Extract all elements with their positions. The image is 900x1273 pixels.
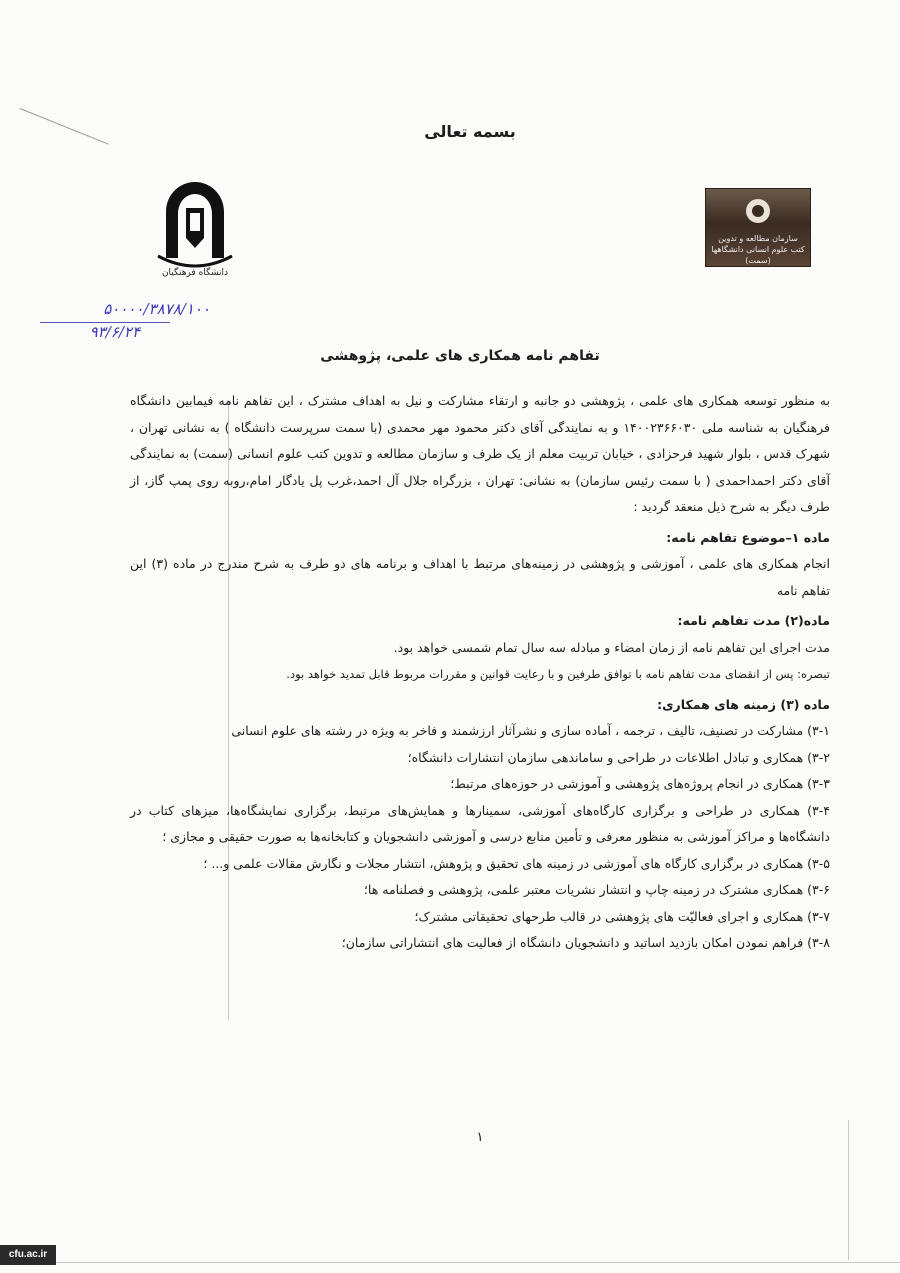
section3-title: ماده (۳) زمینه های همکاری: bbox=[657, 696, 830, 712]
list-item: ۳-۲) همکاری و تبادل اطلاعات در طراحی و ساماندهی سازمان انتشارات دانشگاه؛ bbox=[407, 749, 830, 765]
section1-text: انجام همکاری های علمی ، آموزشی و پژوهشی در زمینه‌های مرتبط با اهداف و برنامه های دو طرف به شرح مندرج در ماده (۳) این تفاهم نامه bbox=[130, 556, 830, 598]
samt-logo-caption: سازمان مطالعه و تدوین کتب علوم انسانی دانشگاهها (سمت) bbox=[711, 234, 805, 265]
scan-bottom-edge bbox=[0, 1262, 900, 1263]
list-item: ۳-۳) همکاری در انجام پروژه‌های پژوهشی و آموزشی در حوزه‌های مرتبط؛ bbox=[450, 776, 830, 791]
scan-edge-line bbox=[848, 1120, 849, 1260]
list-item: ۳-۷) همکاری و اجرای فعالیّت های پژوهشی در قالب طرحهای تحقیقاتی مشترک؛ bbox=[414, 908, 830, 924]
list-item: ۳-۶) همکاری مشترک در زمینه چاپ و انتشار نشریات معتبر علمی، پژوهشی و فصلنامه ها؛ bbox=[363, 882, 830, 897]
university-logo-caption: دانشگاه فرهنگیان bbox=[161, 268, 229, 278]
page-number: ۱ bbox=[476, 1130, 484, 1145]
invocation-heading: بسمه تعالی bbox=[424, 122, 516, 141]
document-title: تفاهم نامه همکاری های علمی، پژوهشی bbox=[320, 348, 600, 364]
samt-logo bbox=[705, 188, 811, 267]
section2-text: مدت اجرای این تفاهم نامه از زمان امضاء و مبادله سه سال تمام شمسی خواهد بود. bbox=[393, 639, 830, 655]
handwritten-date: ۹۳/۶/۲۴ bbox=[40, 322, 170, 341]
samt-emblem-icon bbox=[706, 189, 810, 229]
list-item: ۳-۵) همکاری در برگزاری کارگاه های آموزشی در زمینه های تحقیق و پژوهش، انتشار مجلات و نگارش مقالات علمی و... ؛ bbox=[203, 855, 830, 871]
handwritten-reference bbox=[50, 300, 210, 341]
document-body bbox=[130, 388, 830, 957]
section1-title: ماده ۱–موضوع تفاهم نامه: bbox=[666, 529, 830, 545]
section2-note: تبصره: پس از انقضای مدت تفاهم نامه با توافق طرفین و با رعایت قوانین و مقررات مربوط قابل تمدید خواهد بود. bbox=[286, 667, 830, 681]
section2-title: ماده(۲) مدت تفاهم نامه: bbox=[677, 613, 830, 628]
scan-corner-mark bbox=[20, 108, 108, 145]
list-item: ۳-۴) همکاری در طراحی و برگزاری کارگاه‌های آموزشی، سمینارها و همایش‌های مرتبط، برگزاری نمایشگاه‌ها، میزهای کتاب در دانشگاه‌ها و مراکز آموزشی به منظور معرفی و تأمین منابع درسی و آموزشی دانشجویان و کتابخانه‌ها به صورت حقیقی و مجازی ؛ bbox=[130, 802, 830, 844]
handwritten-number: ۵۰۰۰۰/۳۸۷۸/۱۰۰ bbox=[103, 300, 210, 318]
list-item: ۳-۱) مشارکت در تصنیف، تالیف ، ترجمه ، آماده سازی و نشرآثار ارزشمند و فاخر به ویژه در رشته های علوم انسانی bbox=[231, 723, 830, 738]
list-item: ۳-۸) فراهم نمودن امکان بازدید اساتید و دانشجویان دانشگاه از فعالیت های انتشاراتی سازمان؛ bbox=[341, 935, 830, 950]
intro-paragraph: به منظور توسعه همکاری های علمی ، پژوهشی دو جانبه و ارتقاء مشارکت و نیل به اهداف مشترک ، این تفاهم نامه فیمابین دانشگاه فرهنگیان به شناسه ملی ۱۴۰۰۲۳۶۶۰۳۰ و به نمایندگی آقای دکتر محمود مهر محمدی (با سمت سرپرست دانشگاه ) به نشانی تهران ، شهرک قدس ، بلوار شهید فرحزادی ، خیابان تربیت معلم از یک طرف و سازمان مطالعه و تدوین کتب علوم انسانی (سمت) به نمایندگی آقای دکتر احمداحمدی ( با سمت رئیس سازمان) به نشانی: تهران ، بزرگراه جلال آل احمد،غرب پل یادگار امام،روبه روی پمپ گاز، از طرف دیگر به شرح ذیل منعقد گردید : bbox=[130, 393, 830, 514]
site-watermark: cfu.ac.ir bbox=[0, 1245, 56, 1265]
